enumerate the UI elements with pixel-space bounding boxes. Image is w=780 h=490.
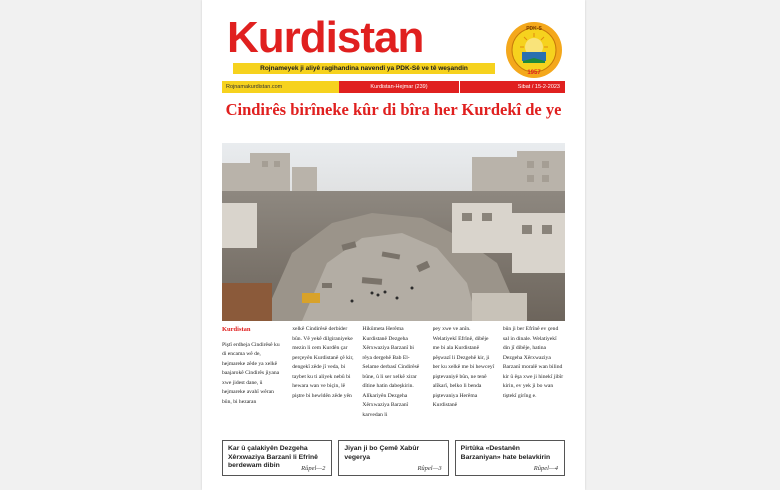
party-emblem-icon (505, 21, 563, 79)
article-columns (222, 325, 565, 433)
issue-date: Sibat / 15-2-2023 (459, 81, 565, 93)
article-byline: Kurdistan (222, 326, 251, 333)
website-link[interactable]: Rojnamakurdistan.com (222, 81, 339, 93)
article-column (222, 325, 284, 433)
article-text: pey xwe ve anîn. Welatiyekî Efrînê, dibêje me bi ala Kurdistanê pêşwazî li Dezgehê kir, ji ber ku xelkê me bi hewceyî piştevaniyê bûn, ne tenê alîkarî, belko li benda piştevaniya Herêma Kurdistanê (432, 326, 495, 408)
issue-number: Kurdistan-Hejmar (239) (339, 81, 459, 93)
article-text: Hikûmeta Herêma Kurdistanê Dezgeha Xêrxwaziya Barzanî bi rêya dergehê Bab El-Selame derbasî Cindirêsê bûne, û li ser xelkê xirar dîtine hatin dabeşkirin. Alîkariyên Dezgeha Xêrxwaziya Barzanî karvedan li (362, 326, 420, 418)
info-bar (222, 81, 565, 93)
teaser-box[interactable] (338, 440, 448, 476)
masthead (227, 14, 492, 74)
masthead-title: Kurdistan (227, 13, 424, 62)
main-headline: Cindirês birîneke kûr di bîra her Kurdekî de ye (225, 100, 562, 119)
teaser-title: Jiyan ji bo Çemê Xabûr vegerya (344, 445, 420, 461)
masthead-tagline: Rojnameyek ji aliyê ragihandina navendî ya PDK-Sê ve tê weşandin (233, 63, 495, 74)
emblem-year: 1957 (527, 70, 541, 76)
teaser-page: Rûpel—4 (533, 465, 558, 472)
article-text: bûn ji ber Efrînê ev çend sal in dinale. Welatiyekî din jî dibêje, hatina Dezgeha Xêrxwaziya Barzanî moralê wan bilind kir û êşa xwe ji hinekî jibîr kirin, ev yek ji bo wan tiştekî girîng e. (502, 326, 564, 399)
teaser-page: Rûpel—3 (417, 465, 442, 472)
article-column (433, 325, 495, 433)
teaser-page: Rûpel—2 (301, 465, 326, 472)
article-text: xelkê Cindirêsê derbider bûn. Vê yekê dilgiraniyeke mezin li cem Kurdên çar perçeyên Kurdistanê çê kir, dengekî zêde jî veda, bi taybet ku ti aliyek nebû bi hewara wan ve biçin, lê piştre bi hewldên zêde yên (292, 326, 354, 399)
article-column (503, 325, 565, 433)
article-column (292, 325, 354, 433)
teaser-box[interactable] (222, 440, 332, 476)
teaser-title: Kar û çalakiyên Dezgeha Xêrxwaziya Barzanî li Efrînê berdewam dibin (228, 445, 318, 469)
article-column (362, 325, 424, 433)
teaser-box[interactable] (455, 440, 565, 476)
article-text: Piştî erdheja Cindirêsê ku di encama wê de, hejmareke zêde ya xelkê baajarokê Cindirês jiyana xwe jidest dane, û hejmareke avahî wêran bûn, bi hezaran (222, 341, 280, 405)
teaser-boxes (222, 440, 565, 476)
emblem-top-text: PDK-S (526, 26, 542, 32)
earthquake-rubble-photo (222, 143, 565, 321)
teaser-title: Pirtûka «Destanên Barzaniyan» hate belavkirin (460, 445, 551, 461)
newspaper-page (202, 0, 585, 490)
